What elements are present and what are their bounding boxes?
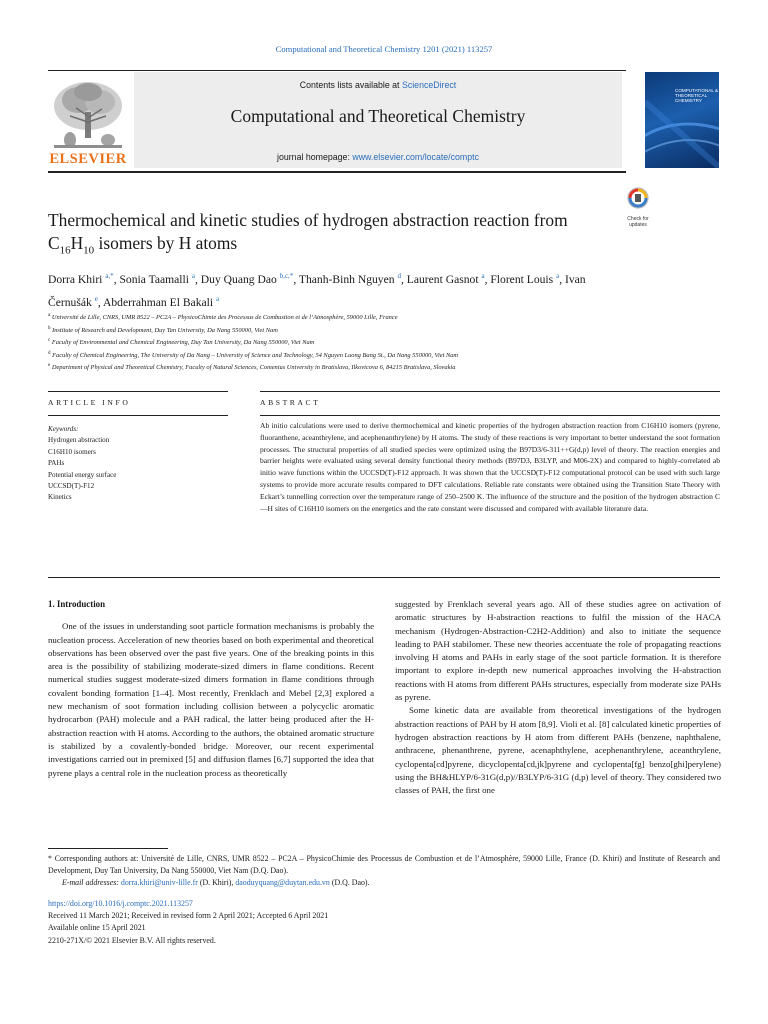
cover-title: COMPUTATIONAL & THEORETICAL CHEMISTRY bbox=[675, 88, 719, 103]
affiliation-key: a bbox=[48, 313, 51, 318]
author[interactable]: Thanh-Binh Nguyen bbox=[298, 272, 395, 286]
abstract-text: Ab initio calculations were used to derive thermochemical and kinetic properties of the hydrogen abstraction reaction from C16H10 isomers (pyrene, fluoranthene, aceanthrylene, and acephenanthrylene) by H atoms. The study of these reactions is very important to better understand the soot formation processes. The structural properties of all studied species were optimized using the B97D3/6-311++G(d,p) level of theory. The reaction energies and barrier heights were evaluated using several density functional theory methods (B97D3, B3LYP, and M06-2X) and compared to highly-correlated ab initio wave functions within the UCCSD(T)-F12 approach. It was shown that the UCCSD(T)-F12 computational protocol can be used with such large systems to provide more accurate results compared to DFT calculations. Reliable rate constants were obtained using the Transition State Theory with Eckart’s tunnelling correction over the temperature range of 250–2500 K. The influence of the structure and the position of the hydrogen abstraction C—H sites of C16H10 isomers on the energetics and the rate constant were discussed and compared with available literature data. bbox=[260, 421, 720, 513]
abstract-bottom-rule bbox=[48, 577, 720, 578]
received-dates: Received 11 March 2021; Received in revised form 2 April 2021; Accepted 6 April 2021 bbox=[48, 911, 329, 921]
keyword: UCCSD(T)-F12 bbox=[48, 482, 95, 491]
author-affiliation-mark[interactable]: a bbox=[216, 294, 220, 303]
article-title-h: H bbox=[70, 232, 84, 253]
author-affiliation-mark[interactable]: a bbox=[191, 272, 195, 280]
affiliation-key: b bbox=[48, 325, 51, 331]
author[interactable]: Laurent Gasnot bbox=[406, 272, 479, 286]
author-affiliation-mark[interactable]: e bbox=[94, 294, 98, 303]
contents-line bbox=[134, 80, 622, 90]
keyword: Kinetics bbox=[48, 493, 72, 502]
affiliation bbox=[48, 361, 728, 374]
author-affiliation-mark[interactable]: a,* bbox=[105, 272, 114, 280]
check-updates-icon bbox=[622, 186, 654, 212]
article-title-suffix: isomers by H atoms bbox=[94, 232, 238, 253]
author-affiliation-mark[interactable]: d bbox=[397, 272, 401, 280]
journal-homepage-line bbox=[134, 152, 622, 162]
keywords-block bbox=[48, 424, 228, 504]
article-title-sub2: 10 bbox=[83, 243, 95, 256]
footnotes bbox=[48, 853, 720, 890]
article-info-rule bbox=[48, 391, 228, 392]
doi-link[interactable]: https://doi.org/10.1016/j.comptc.2021.113257 bbox=[48, 899, 193, 908]
affiliation bbox=[48, 311, 728, 324]
journal-title: Computational and Theoretical Chemistry bbox=[230, 106, 526, 126]
affiliation-list bbox=[48, 311, 728, 374]
affiliation-text: Faculty of Environmental and Chemical Engineering, Duy Tan University, Da Nang 550000, Viet Nam bbox=[51, 339, 315, 347]
abstract-rule-2 bbox=[260, 415, 720, 416]
article-title bbox=[48, 209, 608, 261]
keyword: Potential energy surface bbox=[48, 470, 117, 479]
affiliation-key: d bbox=[48, 350, 51, 356]
elsevier-wordmark: ELSEVIER bbox=[49, 151, 127, 167]
journal-cover-thumbnail[interactable] bbox=[645, 72, 719, 168]
corresponding-author-note: * Corresponding authors at: Université de Lille, CNRS, UMR 8522 – PC2A – PhysicoChimie des Processus de Combustion et de l’Atmosphère, 59000 Lille, France (D. Khiri) and Institute of Research and Development, Duy Tan University, Da Nang 550000, Viet Nam (D.Q. Dao). bbox=[48, 854, 720, 876]
body-column-right bbox=[395, 598, 721, 797]
copyright: 2210-271X/© 2021 Elsevier B.V. All rights reserved. bbox=[48, 935, 216, 945]
email-owner: (D.Q. Dao). bbox=[331, 878, 370, 888]
section-heading-introduction: 1. Introduction bbox=[48, 599, 106, 609]
check-updates-label: Check for updates bbox=[627, 216, 649, 228]
keywords-label: Keywords: bbox=[48, 425, 79, 433]
cover-art bbox=[645, 72, 719, 168]
keyword: Hydrogen abstraction bbox=[48, 436, 110, 445]
article-title-sub1: 16 bbox=[59, 243, 71, 256]
article-title-c: C bbox=[48, 232, 60, 253]
abstract-rule bbox=[260, 391, 720, 392]
affiliation-text: Department of Physical and Theoretical Chemistry, Faculty of Natural Sciences, Comenius University in Bratislava, Ilkovicova 6, 84215 Bratislava, Slovakia bbox=[51, 364, 456, 372]
author[interactable]: Abderrahman El Bakali bbox=[102, 295, 214, 309]
affiliation-text: Université de Lille, CNRS, UMR 8522 – PC2A – PhysicoChimie des Processus de Combustion et de l’Atmosphère, 59000 Lille, France bbox=[51, 314, 398, 322]
header-divider-bottom bbox=[48, 171, 626, 173]
contents-prefix: Contents lists available at bbox=[299, 80, 402, 90]
body-paragraph: Some kinetic data are available from theoretical investigations of the hydrogen abstraction reactions of PAH by H atom [8,9]. Violi et al. [8] calculated kinetic properties of hydrogen abstraction reactions by H atom from different PAHs (benzene, naphthalene, anthracene, phenanthrene, pyrene, acenaphthylene, acephenanthrylene, aceanthrylene, cyclopenta[cd]pyrene, dicyclopenta[cd,jk]pyrene and cyclopenta[fg] benzo[ghi]perylene) using the BH&HLYP/6-31G(d,p)//B3LYP/6-31G (d,p) level of theory. They considered two classes of PAH, the first one bbox=[395, 705, 721, 796]
article-title-line1: Thermochemical and kinetic studies of hydrogen abstraction reaction from bbox=[48, 210, 568, 230]
publication-info bbox=[48, 898, 720, 947]
homepage-prefix: journal homepage: bbox=[277, 152, 353, 162]
author-affiliation-mark[interactable]: a bbox=[556, 272, 560, 280]
affiliation bbox=[48, 336, 728, 349]
article-info-rule-2 bbox=[48, 415, 228, 416]
affiliation-text: Institute of Research and Development, Duy Tan University, Da Nang 550000, Viet Nam bbox=[52, 326, 278, 334]
author[interactable]: Ivan Černušák bbox=[48, 272, 586, 309]
journal-homepage-link[interactable]: www.elsevier.com/locate/comptc bbox=[352, 152, 479, 162]
author[interactable]: Florent Louis bbox=[490, 272, 554, 286]
email-link[interactable]: dorra.khiri@univ-lille.fr bbox=[120, 878, 198, 888]
footnote-rule bbox=[48, 848, 168, 849]
affiliation bbox=[48, 349, 728, 362]
email-line bbox=[48, 877, 720, 889]
author-affiliation-mark[interactable]: a bbox=[481, 272, 485, 280]
author-affiliation-mark[interactable]: b,c,* bbox=[279, 272, 294, 280]
affiliation-key: e bbox=[48, 363, 51, 369]
author[interactable]: Duy Quang Dao bbox=[200, 272, 277, 286]
email-label: E-mail addresses: bbox=[62, 878, 119, 888]
affiliation bbox=[48, 324, 728, 337]
affiliation-text: Faculty of Chemical Engineering, The University of Da Nang – University of Science and Technology, 54 Nguyen Luong Bang St., Da Nang 550000, Viet Nam bbox=[52, 351, 459, 359]
body-paragraph: One of the issues in understanding soot particle formation mechanisms is probably the nucleation process. Acceleration of new theories based on both experimental and theoretical observations has been observed over the past five years. One of the breaking points in this area is the possibility of stabilizing moderate-sized dimers in flame conditions. Recent numerical studies suggest moderate-sized dimers formation in flame conditions through covalent bonding formation [1–4]. Most recently, Frenklach and Mebel [2,3] explored a new mechanism of soot formation including collision between a polycyclic aromatic hydrocarbon (PAH) molecule and a PAH radical, the latter being produced after the H- abstraction reaction with H atoms. According to the authors, the obtained aromatic structure is stabilized by a covalently-bonded bridge. Moreover, our recent experimental investigations carried out in premixed [5] and diffusion flames [6,7] supported the idea that pyrene plays a central role in the nucleation process as theoretically bbox=[48, 621, 374, 778]
affiliation-key: c bbox=[48, 338, 51, 344]
email-link[interactable]: daoduyquang@duytan.edu.vn bbox=[235, 878, 330, 888]
keyword: C16H10 isomers bbox=[48, 447, 96, 456]
abstract-heading: ABSTRACT bbox=[260, 398, 321, 407]
header-divider-top bbox=[48, 70, 626, 71]
body-column-left bbox=[48, 598, 374, 780]
check-for-updates-badge[interactable] bbox=[622, 186, 654, 226]
author[interactable]: Sonia Taamalli bbox=[119, 272, 189, 286]
keyword: PAHs bbox=[48, 459, 65, 468]
body-paragraph: suggested by Frenklach several years ago. All of these studies agree on activation of aromatic structures by H-abstraction reactions to fulfil the mission of the HACA mechanism (Hydrogen-Abstraction-C2H2-Addition) and also to initiate the sequence leading to PAH stabilomer. These new theories accentuate the role of propagating reactions involving H atoms and PAHs in early stage of the soot particle formation. It is therefore important to explore in-depth new numerical approaches involving the H-abstraction reactions with H atoms from different PAHs structures, especially from moderate size PAHs as pyrene. bbox=[395, 599, 721, 703]
journal-reference[interactable]: Computational and Theoretical Chemistry 1201 (2021) 113257 bbox=[275, 44, 493, 54]
sciencedirect-link[interactable]: ScienceDirect bbox=[401, 80, 457, 90]
author-list: Dorra Khiri $^{a,*}$, Sonia Taamalli $^a$, Duy Quang Dao $^{b,c,*}$, Thanh-Binh Nguyen $^d$, Laurent Gasnot $^a$, Florent Louis $^a$, Ivan Černušák $^e$, Abderrahman El Bakali $^a$ bbox=[48, 272, 586, 309]
author[interactable]: Dorra Khiri bbox=[48, 272, 103, 286]
email-owner: (D. Khiri), bbox=[199, 878, 234, 888]
available-online: Available online 15 April 2021 bbox=[48, 923, 146, 933]
article-info-heading: ARTICLE INFO bbox=[48, 398, 131, 407]
